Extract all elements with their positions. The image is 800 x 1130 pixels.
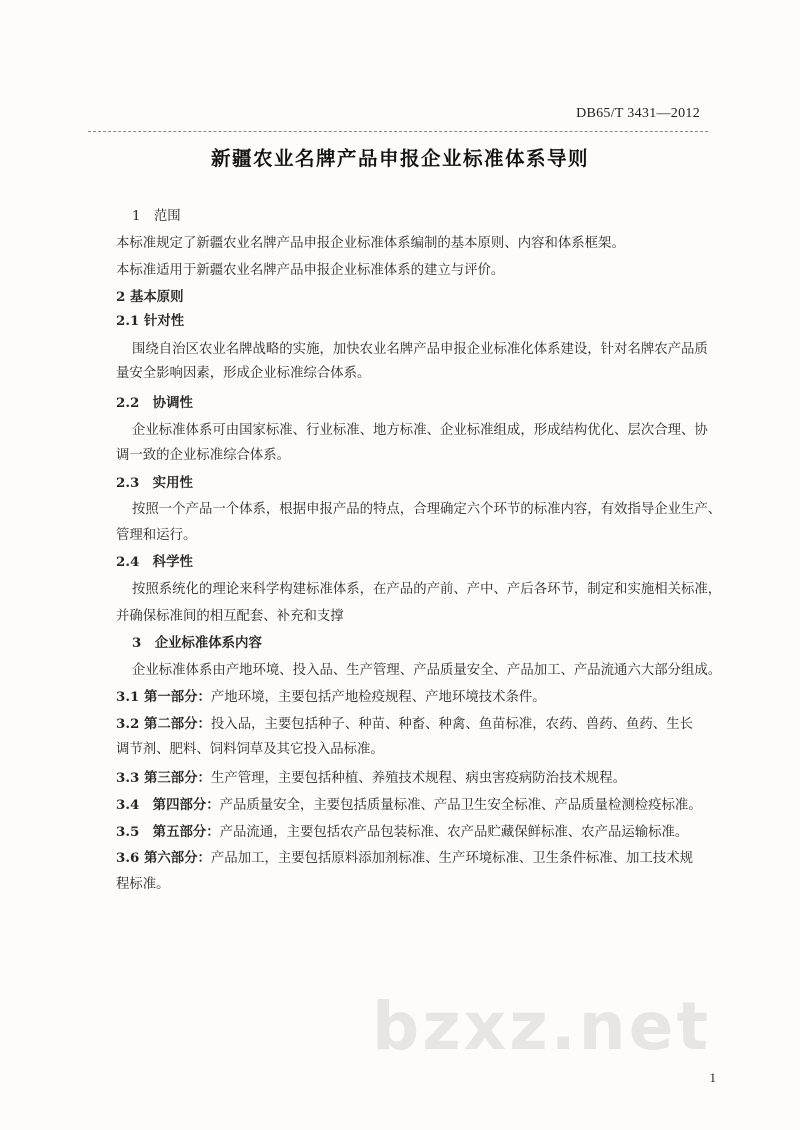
header-rule [88,131,708,132]
document-title: 新疆农业名牌产品申报企业标准体系导则 [210,147,589,170]
section-3-2 [116,713,693,732]
section-3-4-text: 产品质量安全，主要包括质量标准、产品卫生安全标准、产品质量检测检疫标准。 [219,798,702,813]
section-3-2-text: 投入品，主要包括种子、种苗、种畜、种禽、鱼苗标准，农药、兽药、鱼药、生长 [210,717,693,732]
section-3-heading: 3 企业标准体系内容 [132,635,262,651]
section-3-2-label: 3.2 第二部分： [116,716,211,732]
section-2-4-heading: 2.4 科学性 [116,554,193,570]
section-3-1-text: 产地环境，主要包括产地检疫规程、产地环境技术条件。 [210,690,546,705]
section-2-1-line-1: 围绕自治区农业名牌战略的实施，加快农业名牌产品申报企业标准化体系建设，针对名牌农产品质 [132,342,708,357]
section-1-paragraph-2: 本标准适用于新疆农业名牌产品申报企业标准体系的建立与评价。 [116,263,505,278]
section-2-4-line-1: 按照系统化的理论来科学构建标准体系，在产品的产前、产中、产后各环节，制定和实施相关标准， [132,582,722,597]
section-2-3-line-2: 管理和运行。 [116,528,197,543]
section-1-heading: 1 范围 [132,209,181,224]
section-3-4 [116,794,702,813]
section-2-heading: 2 基本原则 [116,289,184,305]
section-3-3-label: 3.3 第三部分： [116,770,211,786]
section-2-3-line-1: 按照一个产品一个体系，根据申报产品的特点，合理确定六个环节的标准内容，有效指导企业生产、 [132,502,722,517]
section-3-1 [116,686,546,705]
section-2-2-line-1: 企业标准体系可由国家标准、行业标准、地方标准、企业标准组成，形成结构优化、层次合理、协 [132,423,708,438]
section-3-5 [116,821,688,840]
section-3-4-label: 3.4 第四部分： [116,797,220,813]
section-3-2-line-2: 调节剂、肥料、饲料饲草及其它投入品标准。 [116,742,384,757]
section-3-6-label: 3.6 第六部分： [116,850,211,866]
section-2-2-heading: 2.2 协调性 [116,395,193,411]
standard-code: DB65/T 3431—2012 [576,106,700,121]
section-2-2-line-2: 调一致的企业标准综合体系。 [116,448,291,463]
section-2-1-line-2: 量安全影响因素，形成企业标准综合体系。 [116,366,371,381]
section-2-3-heading: 2.3 实用性 [116,475,193,491]
section-3-6-text: 产品加工，主要包括原料添加剂标准、生产环境标准、卫生条件标准、加工技术规 [210,851,693,866]
page-number: 1 [709,1070,716,1085]
section-3-6 [116,847,693,866]
watermark: bzxz.net [372,988,712,1065]
section-1-paragraph-1: 本标准规定了新疆农业名牌产品申报企业标准体系编制的基本原则、内容和体系框架。 [116,236,625,251]
section-2-4-line-2: 并确保标准间的相互配套、补充和支撑 [116,609,344,624]
section-3-paragraph: 企业标准体系由产地环境、投入品、生产管理、产品质量安全、产品加工、产品流通六大部分组成。 [132,663,722,678]
section-3-3 [116,767,626,786]
section-3-3-text: 生产管理，主要包括种植、养殖技术规程、病虫害疫病防治技术规程。 [210,771,627,786]
section-3-5-text: 产品流通，主要包括农产品包装标准、农产品贮藏保鲜标准、农产品运输标准。 [219,825,689,840]
section-3-6-line-2: 程标准。 [116,877,170,892]
section-2-1-heading: 2.1 针对性 [116,313,185,329]
section-3-5-label: 3.5 第五部分： [116,824,220,840]
section-3-1-label: 3.1 第一部分： [116,689,211,705]
